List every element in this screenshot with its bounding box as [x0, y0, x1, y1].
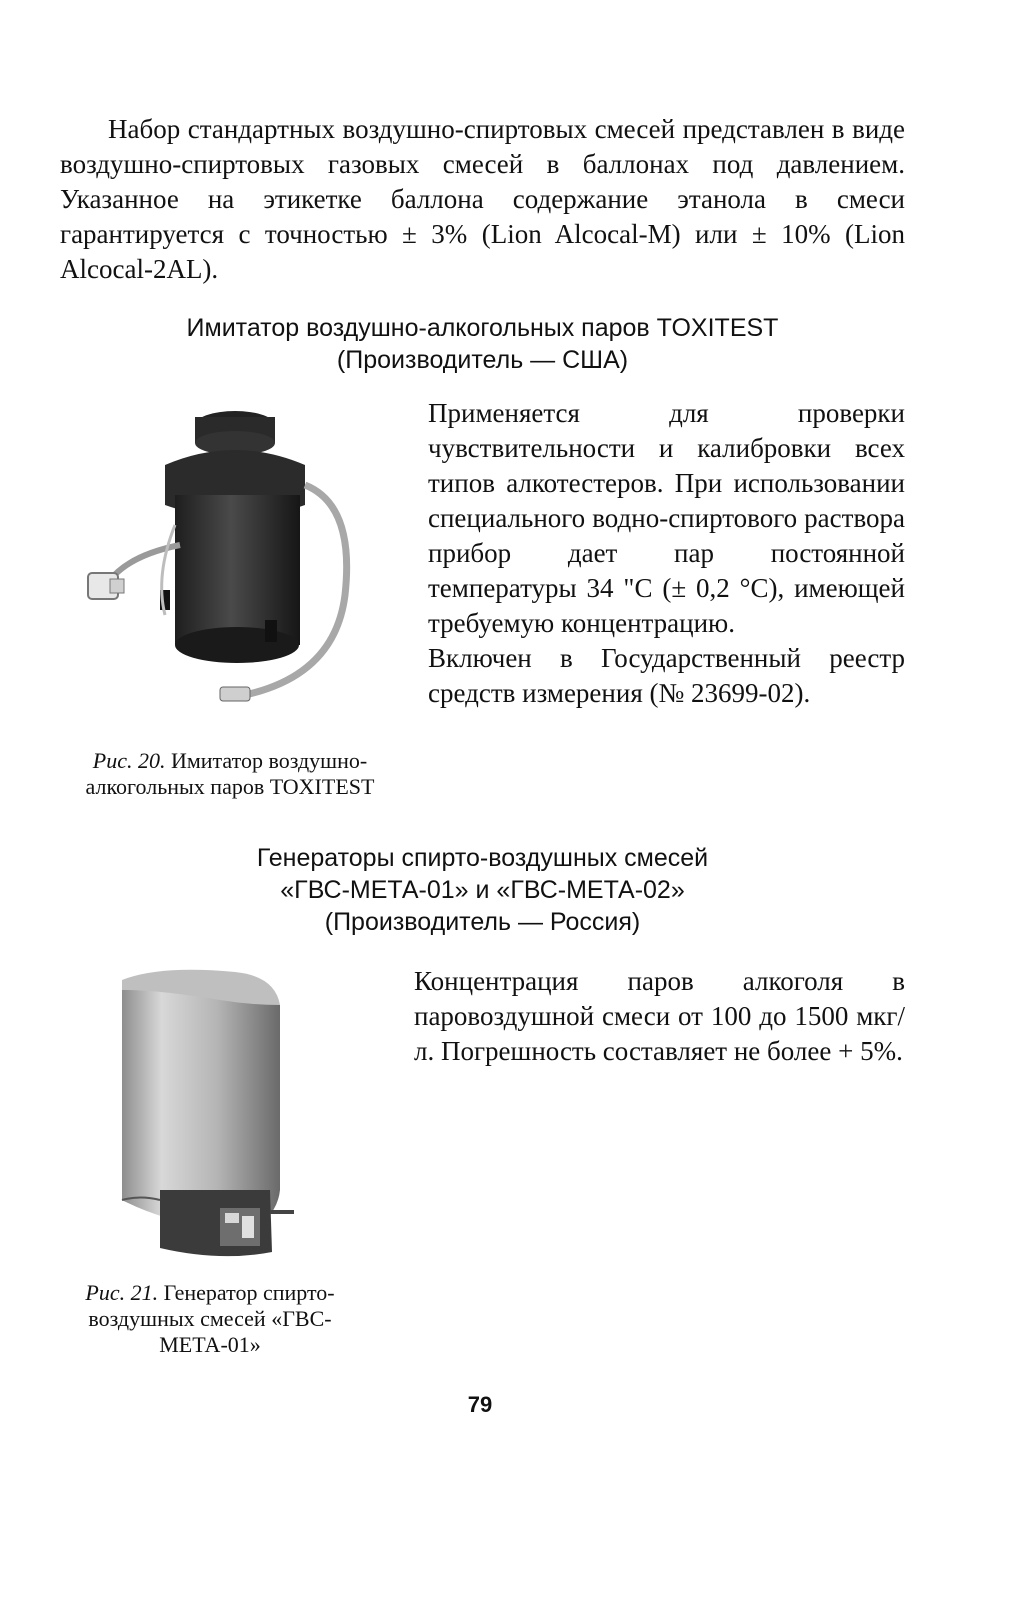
toxitest-device-photo [70, 395, 400, 725]
caption-text: Генератор спирто-воздушных смесей «ГВС-МЕТА-01» [88, 1280, 335, 1357]
section-heading-toxitest [60, 312, 905, 376]
heading-line: Имитатор воздушно-алкогольных паров TOXITEST [186, 314, 779, 342]
intro-paragraph: Набор стандартных воздушно-спиртовых смесей представлен в виде воздушно-спиртовых газовых смесей в баллонах под давлением. Указанное на этикетке баллона содержание этанола в смеси гарантируется с точностью ± 3% (Lion Alcocal-M) или ± 10% (Lion Alcocal-2AL). [60, 114, 905, 284]
description-paragraph: Применяется для проверки чувствительности и калибровки всех типов алкотестеров. При использовании специального водно-спиртового раствора прибор дает пар постоянной температуры 34 "С (± 0,2 °С), имеющей требуемую концентрацию. [428, 398, 905, 638]
heading-line: «ГВС-МЕТА-01» и «ГВС-МЕТА-02» [280, 876, 685, 904]
description-paragraph: Включен в Государственный реестр средств измерения (№ 23699-02). [428, 643, 905, 708]
caption-label: Рис. 20. [92, 748, 166, 773]
page-number: 79 [467, 1392, 493, 1417]
figure-caption-20 [55, 748, 405, 800]
heading-line: (Производитель — США) [336, 346, 629, 374]
description-paragraph: Концентрация паров алкоголя в паровоздушной смеси от 100 до 1500 мкг/л. Погрешность составляет не более + 5%. [414, 966, 905, 1066]
toxitest-description [428, 396, 905, 711]
section-heading-gvs-meta [60, 842, 905, 938]
caption-label: Рис. 21. [85, 1280, 159, 1305]
figure-caption-21 [50, 1280, 370, 1358]
gvs-meta-description [414, 964, 905, 1069]
caption-text: Имитатор воздушно-алкогольных паров TOXITEST [85, 748, 375, 799]
heading-line: (Производитель — Россия) [324, 908, 641, 936]
heading-line: Генераторы спирто-воздушных смесей [256, 844, 709, 872]
gvs-meta-device-photo [100, 960, 320, 1270]
